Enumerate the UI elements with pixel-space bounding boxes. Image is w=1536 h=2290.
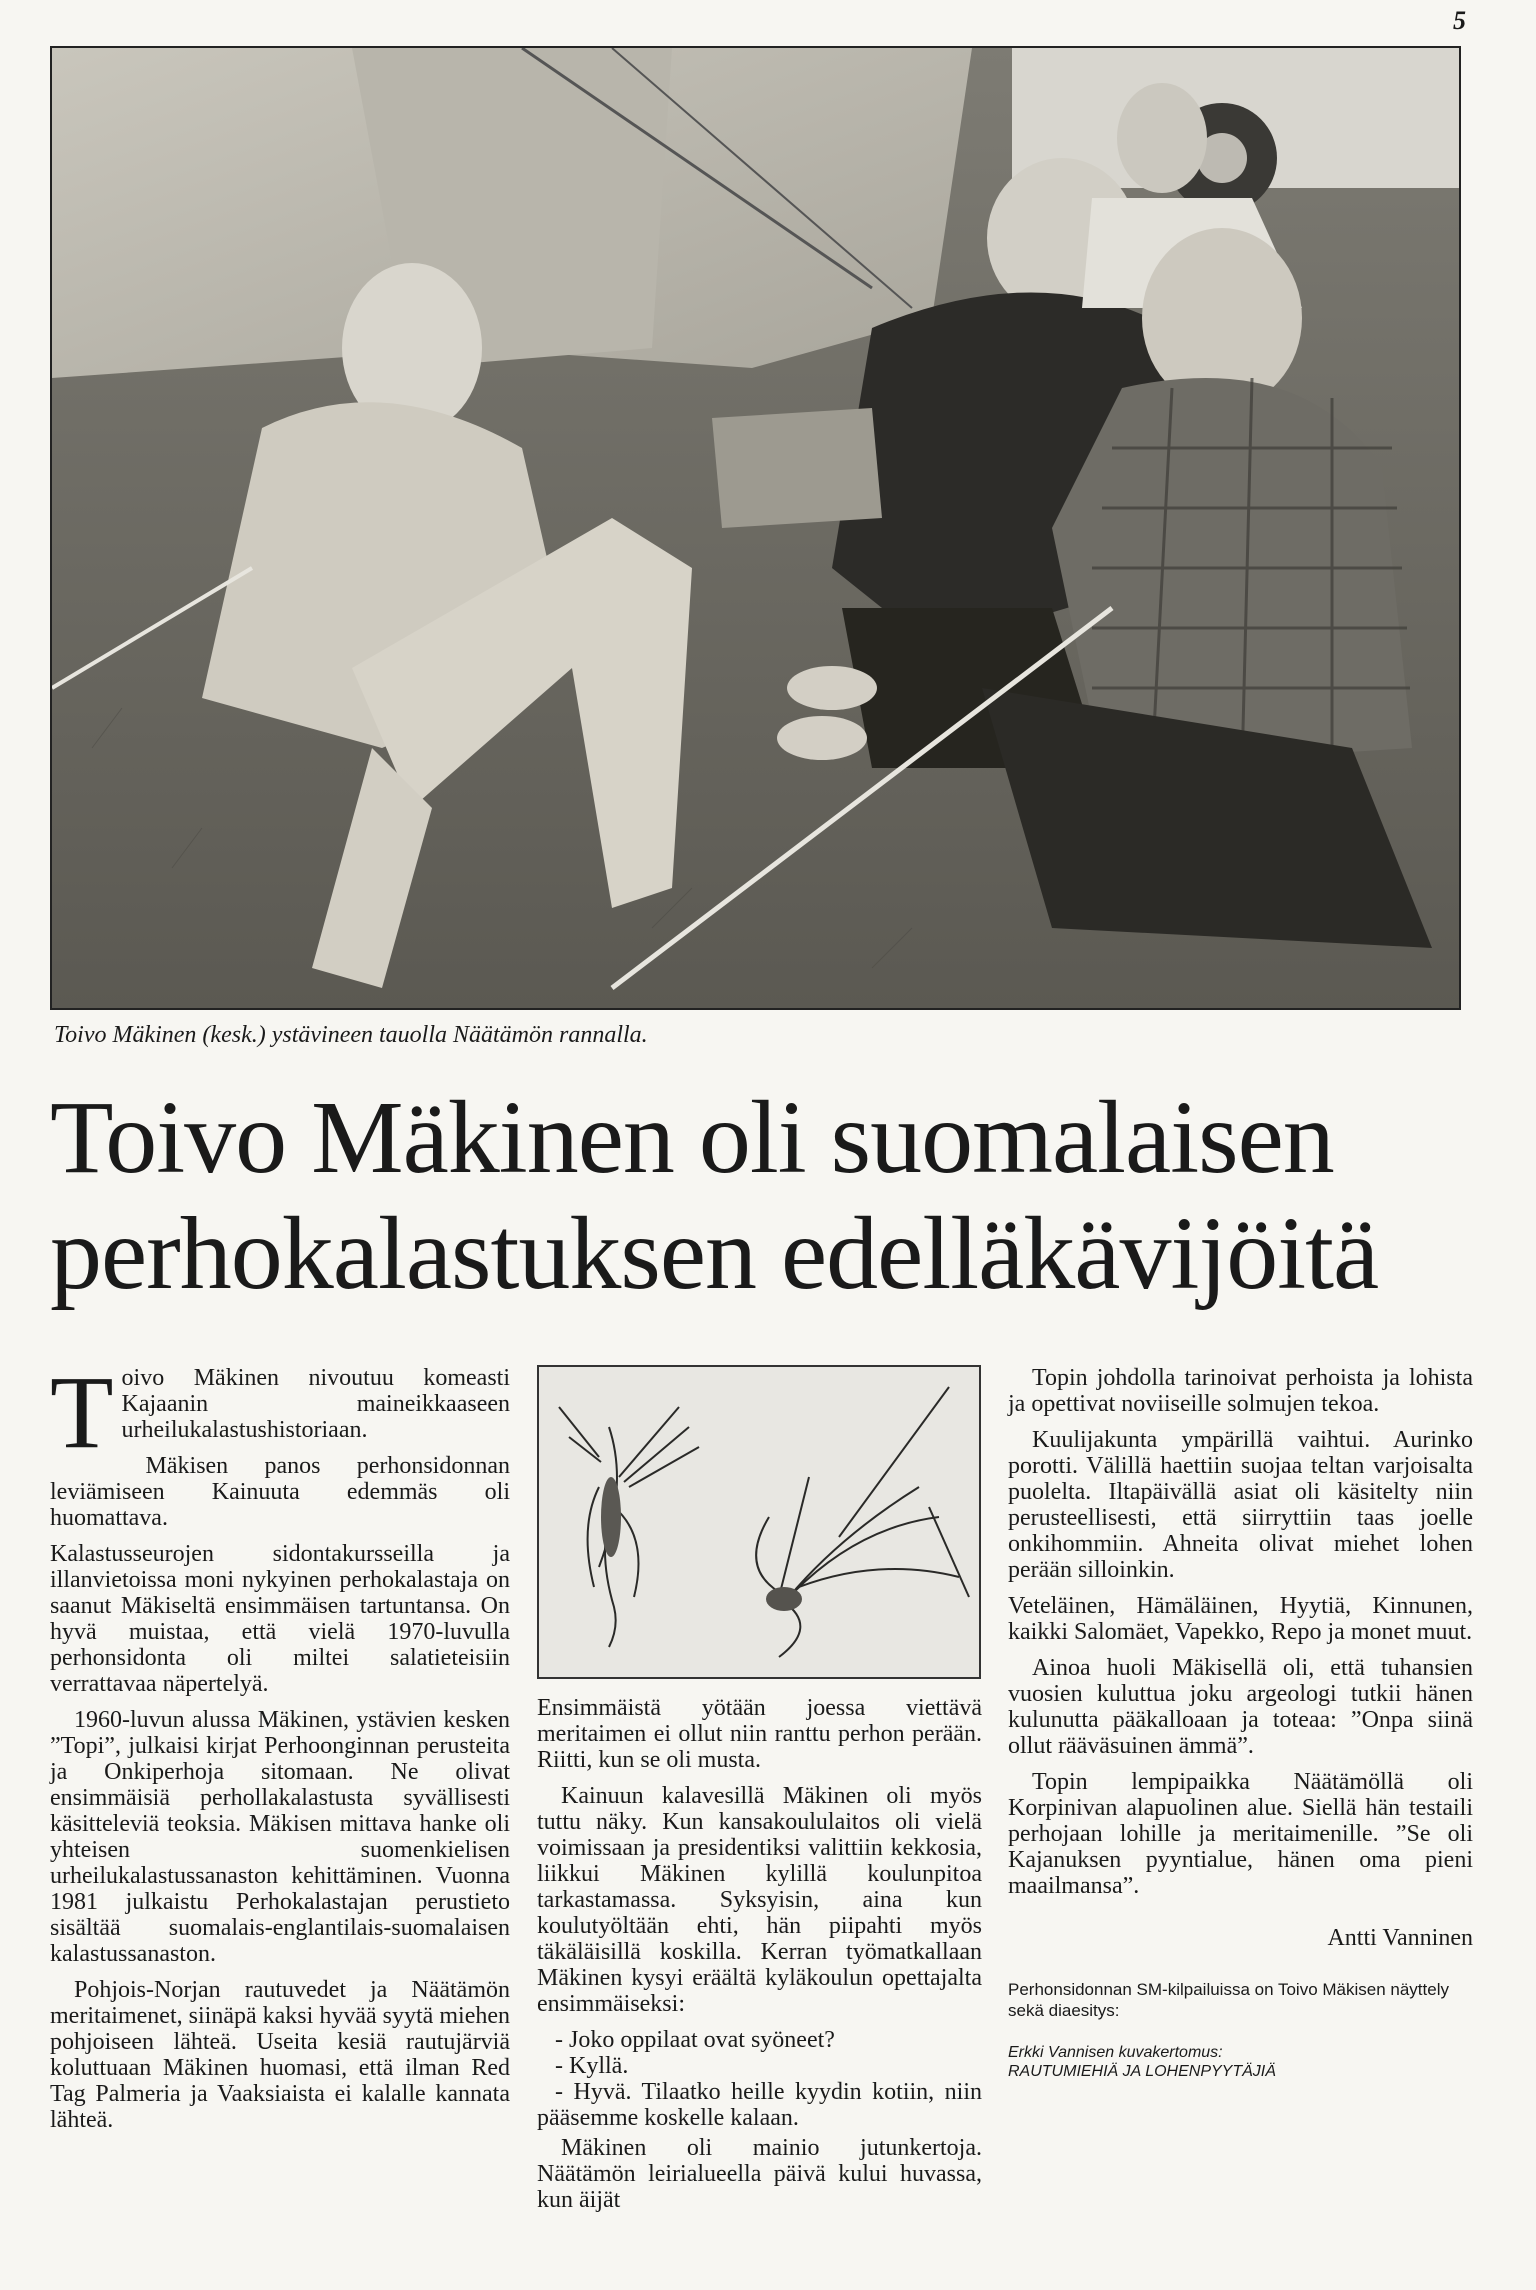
page-number: 5 xyxy=(1453,6,1466,35)
photo-caption: Toivo Mäkinen (kesk.) ystävineen tauolla Näätämön rannalla. xyxy=(54,1022,648,1048)
paragraph: Ensimmäistä yötään joessa viettävä meritaimen ei ollut niin ranttu perhon perään. Riitti, kun se oli musta. xyxy=(537,1695,982,1773)
paragraph: Pohjois-Norjan rautuvedet ja Näätämön meritaimenet, siinäpä kaksi hyvää syytä miehen pohjoiseen lähteä. Useita kesiä rautujärviä koluttuaan Mäkinen huomasi, että ilman Red Tag Palmeria ja Vaaksiaista ei kalalle kannata lähteä. xyxy=(50,1977,510,2133)
paragraph: Veteläinen, Hämäläinen, Hyytiä, Kinnunen, kaikki Salomäet, Vapekko, Repo ja monet muut. xyxy=(1008,1593,1473,1645)
headline-line-1: Toivo Mäkinen oli suomalaisen xyxy=(50,1080,1334,1195)
event-note: Perhonsidonnan SM-kilpailuissa on Toivo Mäkisen näyttely sekä diaesitys: xyxy=(1008,1980,1449,2020)
fishing-flies-illustration xyxy=(539,1367,979,1677)
paragraph: Topin lempipaikka Näätämöllä oli Korpinivan alapuolinen alue. Siellä hän testaili perhojaan lohille ja meritaimenille. ”Se oli Kajanuksen pyyntialue, hänen oma pieni maailmansa”. xyxy=(1008,1769,1473,1899)
article-column-3 xyxy=(1008,1365,1473,2081)
dialog-line: - Joko oppilaat ovat syöneet? xyxy=(555,2027,835,2053)
paragraph: Mäkinen oli mainio jutunkertoja. Näätämön leirialueella päivä kului huvassa, kun äijät xyxy=(537,2135,982,2213)
article-column-2 xyxy=(537,1365,982,2223)
event-note-credit xyxy=(1008,2043,1473,2081)
paragraph: 1960-luvun alussa Mäkinen, ystävien kesken ”Topi”, julkaisi kirjat Perhoonginnan perusteita ja Onkiperhoja sitomaan. Ne olivat ensimmäisiä perhollakalastusta syvällisesti käsitteleviä teoksia. Mäkisen mittava hanke oli yhteisen suomenkielisen urheilukalastussanaston kehittäminen. Vuonna 1981 julkaistu Perhokalastajan perustieto sisältää suomalais-englantilais-suomalaisen kalastussanaston. xyxy=(50,1707,510,1967)
headline xyxy=(50,1080,1490,1312)
author-byline: Antti Vanninen xyxy=(1327,1925,1473,1951)
credit-line: Erkki Vannisen kuvakertomus: xyxy=(1008,2044,1223,2061)
main-photo xyxy=(50,46,1461,1010)
paragraph: Ainoa huoli Mäkisellä oli, että tuhansien vuosien kuluttua joku argeologi tutkii hänen kulunutta pääkalloaan ja toteaa: ”Onpa siinä ollut rääväsuinen ämmä”. xyxy=(1008,1655,1473,1759)
fly-photo xyxy=(537,1365,981,1679)
article-column-1 xyxy=(50,1355,510,2143)
drop-cap: T xyxy=(50,1355,114,1470)
paragraph: Mäkisen panos perhonsidonnan leviämiseen Kainuuta edemmäs oli huomattava. xyxy=(50,1453,510,1531)
headline-line-2: perhokalastuksen edelläkävijöitä xyxy=(50,1196,1379,1311)
paragraph: Kainuun kalavesillä Mäkinen oli myös tuttu näky. Kun kansakoululaitos oli vielä voimissaan ja presidentiksi valittiin kekkosia, liikkui Mäkinen kylillä koulunpitoa tarkastamassa. Syksyisin, aina kun koulutyöltään ehti, hän piipahti myös täkäläisillä koskilla. Kerran työmatkallaan Mäkinen kysyi eräältä kyläkoulun opettajalta ensimmäiseksi: xyxy=(537,1783,982,2017)
credit-title: RAUTUMIEHIÄ JA LOHENPYYTÄJIÄ xyxy=(1008,2063,1276,2080)
photo-illustration xyxy=(52,48,1459,1008)
paragraph: Kalastusseurojen sidontakursseilla ja illanvietoissa moni nykyinen perhokalastaja on saanut Mäkiseltä ensimmäisen tartuntansa. On hyvä muistaa, että vielä 1970-luvulla perhonsidonta oli miltei salatieteisiin verrattavaa näpertelyä. xyxy=(50,1541,510,1697)
bag xyxy=(712,408,882,528)
paragraph: Toivo Mäkinen nivoutuu komeasti Kajaanin maineikkaaseen urheilukalastushistoriaan. xyxy=(50,1355,510,1470)
paragraph: Topin johdolla tarinoivat perhoista ja lohista ja opettivat noviiseille solmujen tekoa. xyxy=(1008,1365,1473,1417)
dialog-line: - Hyvä. Tilaatko heille kyydin kotiin, niin pääsemme koskelle kalaan. xyxy=(537,2079,982,2131)
dialog-line: - Kyllä. xyxy=(555,2053,629,2079)
paragraph: Kuulijakunta ympärillä vaihtui. Aurinko porotti. Välillä haettiin suojaa teltan varjoisalta puolelta. Iltapäivällä asiat oli käsitelty niin perusteellisesti, että siirryttiin taas joelle onkihommiin. Ahneita olivat miehet lohen perään silloinkin. xyxy=(1008,1427,1473,1583)
